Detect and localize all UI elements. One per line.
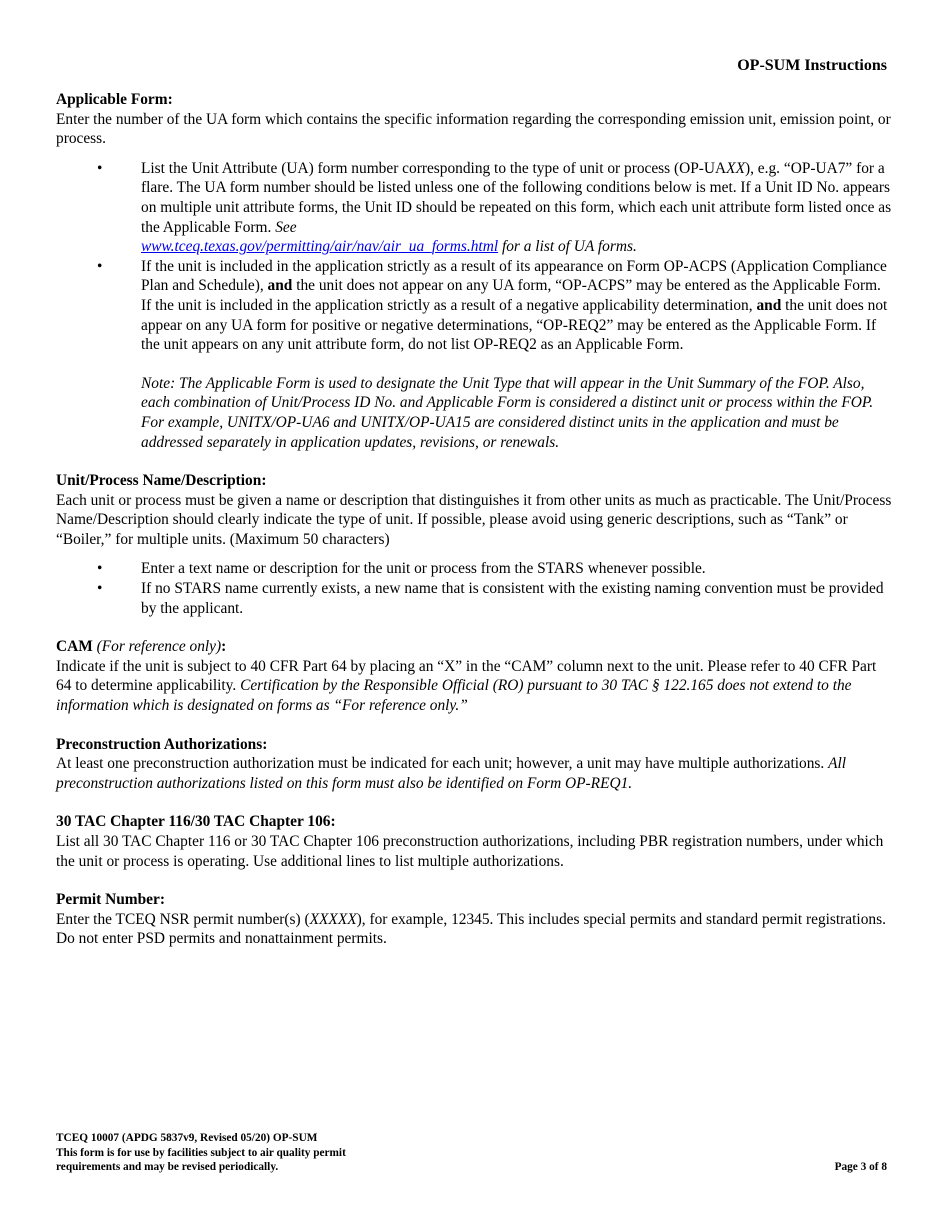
list-item [56,159,894,257]
preconstruction-text-italic: All preconstruction authorizations listed on this form must also be identified on Form OP-REQ1. [56,755,847,792]
section-preconstruction [56,735,894,794]
bullet-text: ), e.g. “OP-UA7” for a flare. The UA form number should be listed unless one of the following conditions below is met. If a Unit ID No. appears on multiple unit attribute forms, the Unit ID should be repeated on this form, which each unit attribute form listed once as the Applicable Form. [141,159,892,236]
applicable-form-heading: Applicable Form: [56,91,173,108]
cam-heading-italic: (For reference only) [96,638,222,656]
bullet-icon: • [97,257,103,275]
preconstruction-text-plain: At least one preconstruction authorization must be indicated for each unit; however, a unit may have multiple authorizations. [56,755,829,773]
section-permit-number [56,890,894,949]
applicable-form-intro: Enter the number of the UA form which contains the specific information regarding the corresponding emission unit, emission point, or process. [56,110,891,148]
bullet-text-bold: and [267,277,293,295]
permit-number-text [56,910,894,949]
bullet-text-italic: for a list of UA forms. [498,238,637,256]
cam-text-italic: Certification by the Responsible Official (RO) pursuant to 30 TAC § 122.165 does not extend to the information which is designated on forms as “For reference only.” [56,677,852,715]
unit-name-heading: Unit/Process Name/Description: [56,472,267,490]
ua-forms-link[interactable]: www.tceq.texas.gov/permitting/air/nav/air_ua_forms.html [141,238,499,256]
section-unit-name [56,471,894,618]
cam-text-plain: Indicate if the unit is subject to 40 CFR Part 64 by placing an “X” in the “CAM” column next to the unit. Please refer to 40 CFR Part 64 to determine applicability. [56,657,877,695]
cam-heading-colon: : [221,638,227,656]
bullet-text: If no STARS name currently exists, a new name that is consistent with the existing naming convention must be provided by the applicant. [141,580,884,617]
preconstruction-heading: Preconstruction Authorizations: [56,735,268,753]
section-applicable-form [56,90,894,452]
footer-form-info [56,1131,346,1175]
bullet-icon: • [97,560,103,578]
cam-text [56,657,894,716]
page-number: Page 3 of 8 [834,1161,887,1173]
applicable-form-note: Note: The Applicable Form is used to designate the Unit Type that will appear in the Unit Summary of the FOP. Also, each combination of Unit/Process ID No. and Applicable Form is considered a distinct unit or process within the FOP. For example, UNITX/OP-UA6 and UNITX/OP-UA15 are considered distinct units in the application and must be addressed separately in application updates, revisions, or renewals. [141,374,874,451]
bullet-text: Enter a text name or description for the unit or process from the STARS whenever possible. [141,560,706,578]
section-chapter116 [56,812,894,871]
instructions-body [56,90,894,968]
bullet-text: the unit does not appear on any UA form for positive or negative determinations, “OP-REQ2” may be entered as the Applicable Form. If the unit appears on any unit attribute form, do not list OP-REQ2 as an Applicable Form. [141,296,888,354]
cam-heading-bold: CAM [56,638,93,656]
bullet-text: the unit does not appear on any UA form, “OP-ACPS” may be entered as the Applicable Form. If the unit is included in the application strictly as a result of a negative applicability determination, [141,277,881,314]
permit-number-heading: Permit Number: [56,891,165,909]
list-item [56,559,894,579]
applicable-form-bullets [56,159,894,355]
footer-line: requirements and may be revised periodically. [56,1161,279,1173]
bullet-text-italic: XX [726,159,745,177]
permit-number-text-plain: ), for example, 12345. This includes special permits and standard permit registrations. Do not enter PSD permits and nonattainment permits. [56,910,886,948]
permit-number-text-italic: XXXXX [309,910,357,928]
bullet-icon: • [97,159,103,177]
footer-line: TCEQ 10007 (APDG 5837v9, Revised 05/20) OP-SUM [56,1132,318,1144]
see-text: See [275,218,297,236]
chapter116-heading: 30 TAC Chapter 116/30 TAC Chapter 106: [56,813,336,831]
cam-heading [56,637,894,657]
permit-number-text-plain: Enter the TCEQ NSR permit number(s) ( [56,910,310,928]
preconstruction-text [56,754,894,793]
unit-name-bullets [56,559,894,618]
list-item [56,257,894,355]
unit-name-intro: Each unit or process must be given a name or description that distinguishes it from other units as much as practicable. The Unit/Process Name/Description should clearly indicate the type of unit. If possible, please avoid using generic descriptions, such as “Tank” or “Boiler,” for multiple units. (Maximum 50 characters) [56,491,892,548]
bullet-text-bold: and [756,296,782,314]
bullet-text: List the Unit Attribute (UA) form number corresponding to the type of unit or process (OP-UA [141,159,727,177]
section-cam [56,637,894,715]
footer-line: This form is for use by facilities subject to air quality permit [56,1146,346,1159]
bullet-icon: • [97,580,103,598]
chapter116-text: List all 30 TAC Chapter 116 or 30 TAC Chapter 106 preconstruction authorizations, including PBR registration numbers, under which the unit or process is operating. Use additional lines to list multiple authorizations. [56,833,884,870]
page-header-title: OP-SUM Instructions [737,57,887,74]
list-item [56,579,894,618]
bullet-text: If the unit is included in the application strictly as a result of its appearance on Form OP-ACPS (Application Compliance Plan and Schedule), [141,257,887,295]
